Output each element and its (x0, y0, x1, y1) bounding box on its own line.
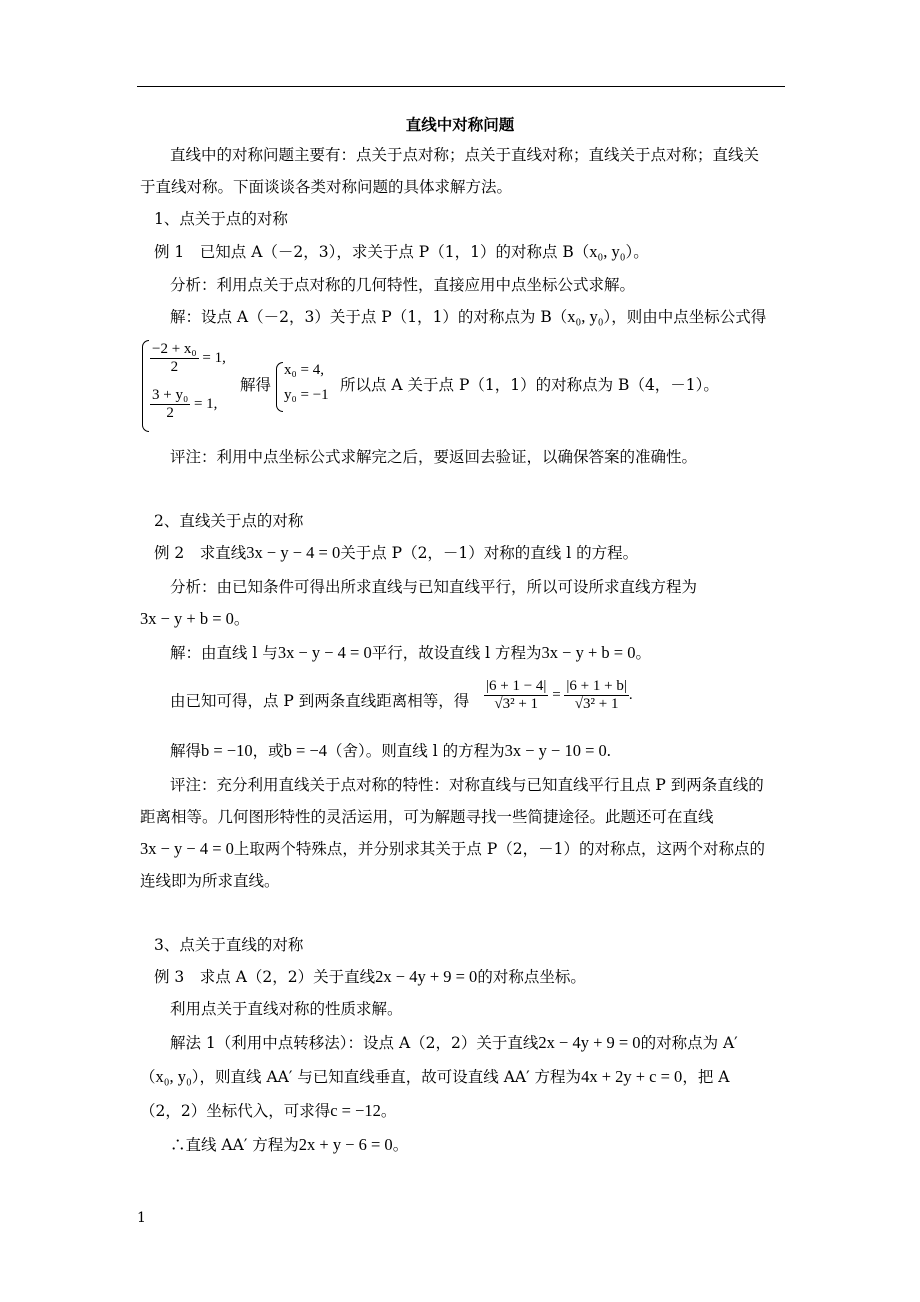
note-2-line-4: 连线即为所求直线。 (140, 872, 280, 890)
method-1-line-3 (140, 1100, 396, 1122)
solution-1 (170, 306, 766, 328)
section-3-heading: 3、点关于直线的对称 (154, 936, 304, 954)
solution-1-math: x₀, y₀ (567, 307, 604, 326)
example-1-math: x₀, y₀ (589, 242, 626, 261)
section-2-heading: 2、直线关于点的对称 (154, 512, 304, 530)
eq2-numerator: 3 + y₀ (152, 387, 189, 403)
method-1-l2-a: （ (140, 1068, 156, 1086)
distance-text: 由已知可得，点 P 到两条直线距离相等，得 (170, 692, 470, 710)
distance-numerator-1: |6 + 1 − 4| (486, 678, 547, 694)
analysis-1: 分析：利用点关于点对称的几何特性，直接应用中点坐标公式求解。 (170, 276, 636, 294)
example-3-end: 的对称点坐标。 (477, 968, 586, 986)
example-2-end: 关于点 P（2，－1）对称的直线 l 的方程。 (340, 544, 639, 562)
eq2-rhs: = 1, (193, 395, 218, 412)
solve-2-b2: b = −4 (283, 741, 328, 760)
analysis-2-line-1: 分析：由已知条件可得出所求直线与已知直线平行，所以可设所求直线方程为 (170, 578, 698, 596)
example-2 (154, 542, 638, 564)
solution-1-text: 解：设点 A（－2，3）关于点 P（1，1）的对称点为 B（ (170, 308, 568, 326)
equation-1 (150, 341, 226, 376)
eq1-numerator: −2 + x₀ (152, 341, 197, 357)
result-2: y₀ = −1 (284, 387, 329, 403)
method-1-text-b: 的对称点为 A′ (640, 1034, 738, 1052)
header-rule (137, 86, 785, 87)
solve-2-text-d: （舍）。则直线 l 的方程为 (327, 742, 505, 760)
eq1-denominator: 2 (170, 359, 179, 375)
example-1-end: ）。 (625, 243, 649, 261)
method-1-l2-b: ），则直线 AA′ 与已知直线垂直，故可设直线 AA′ 方程为 (191, 1068, 582, 1086)
solution-2-eq-2: 3x − y + b = 0 (541, 643, 636, 662)
method-1-l2-c: ，把 A (682, 1068, 730, 1086)
example-3-eq: 2x − 4y + 9 = 0 (375, 967, 478, 986)
method-1-l2-eq: 4x + 2y + c = 0 (581, 1067, 683, 1086)
method-1-l3-end: 。 (380, 1102, 397, 1120)
solve-2-b1: b = −10 (201, 741, 253, 760)
method-1-l4-a: ∴直线 AA′ 方程为 (170, 1136, 299, 1154)
analysis-2-line-2 (140, 608, 249, 630)
example-1 (154, 241, 649, 263)
distance-numerator-2: |6 + 1 + b| (566, 678, 627, 694)
left-brace (142, 340, 149, 432)
method-1-line-4 (170, 1134, 408, 1156)
solution-2-text-b: 平行，故设直线 l 方程为 (371, 644, 542, 662)
example-2-eq: 3x − y − 4 = 0 (246, 543, 341, 562)
solve-2-text-c: ，或 (252, 742, 284, 760)
solution-2-end: 。 (635, 644, 651, 662)
intro-line-1: 直线中的对称问题主要有：点关于点对称；点关于直线对称；直线关于点对称；直线关 (170, 146, 760, 164)
page-title: 直线中对称问题 (405, 115, 515, 134)
example-3 (154, 966, 586, 988)
distance-denominator-1: 3² + 1 (502, 696, 539, 712)
method-1-line-1 (170, 1032, 738, 1054)
method-1-l3-eq: c = −12 (330, 1101, 381, 1120)
method-1-text-a: 解法 1（利用中点转移法）：设点 A（2，2）关于直线 (170, 1034, 539, 1052)
analysis-2-eq: 3x − y + b = 0 (140, 609, 234, 628)
solve-word: 解得 (240, 376, 272, 394)
note-2-line-3-text: 上取两个特殊点，并分别求其关于点 P（2，－1）的对称点，这两个对称点的 (233, 840, 766, 858)
method-1-l4-eq: 2x + y − 6 = 0 (298, 1135, 393, 1154)
analysis-2-end: 。 (233, 610, 250, 628)
conclusion-1: 所以点 A 关于点 P（1，1）的对称点为 B（4，－1）。 (340, 376, 719, 394)
note-2-line-1: 评注：充分利用直线关于点对称的特性：对称直线与已知直线平行且点 P 到两条直线的 (170, 776, 764, 794)
note-2-line-2: 距离相等。几何图形特性的灵活运用，可为解题寻找一些简捷途径。此题还可在直线 (140, 808, 714, 826)
note-2-eq: 3x − y − 4 = 0 (140, 839, 234, 858)
intro-line-2: 于直线对称。下面谈谈各类对称问题的具体求解方法。 (140, 178, 513, 196)
equation-2 (150, 387, 217, 422)
method-1-eq: 2x − 4y + 9 = 0 (538, 1033, 641, 1052)
result-brace (276, 362, 283, 412)
method-1-line-2 (140, 1066, 729, 1088)
example-3-text: 例 3 求点 A（2，2）关于直线 (154, 968, 376, 986)
distance-formula: $\frac{|6 + 1 - 4|}{\text{√3² + 1}}$ = $\frac{|6 + 1 + b|}{\text{√3² + 1}}$ . (486, 678, 633, 712)
solution-2-eq-1: 3x − y − 4 = 0 (277, 643, 372, 662)
solution-2 (170, 642, 651, 664)
note-1: 评注：利用中点坐标公式求解完之后，要返回去验证，以确保答案的准确性。 (170, 448, 698, 466)
distance-denominator-2: 3² + 1 (583, 696, 619, 712)
distance-line (170, 690, 469, 712)
eq1-rhs: = 1, (202, 349, 226, 366)
method-1-l3-a: （2，2）坐标代入，可求得 (140, 1102, 331, 1120)
example-2-text: 例 2 求直线 (154, 544, 247, 562)
result-1: x₀ = 4, (284, 362, 324, 378)
solution-2-text-a: 解：由直线 l 与 (170, 644, 278, 662)
solve-2-eq: 3x − y − 10 = 0. (504, 741, 611, 760)
section-1-heading: 1、点关于点的对称 (154, 210, 288, 228)
hint-3: 利用点关于直线对称的性质求解。 (170, 1000, 403, 1018)
solve-2 (170, 740, 611, 762)
page-number: 1 (137, 1210, 146, 1226)
method-1-l2-math: x₀, y₀ (155, 1067, 192, 1086)
example-1-text: 例 1 已知点 A（－2，3），求关于点 P（1，1）的对称点 B（ (154, 243, 590, 261)
eq2-denominator: 2 (166, 405, 174, 421)
solve-2-text-a: 解得 (170, 742, 202, 760)
method-1-l4-end: 。 (392, 1136, 409, 1154)
solution-1-end: ），则由中点坐标公式得 (603, 308, 767, 326)
note-2-line-3 (140, 838, 765, 860)
